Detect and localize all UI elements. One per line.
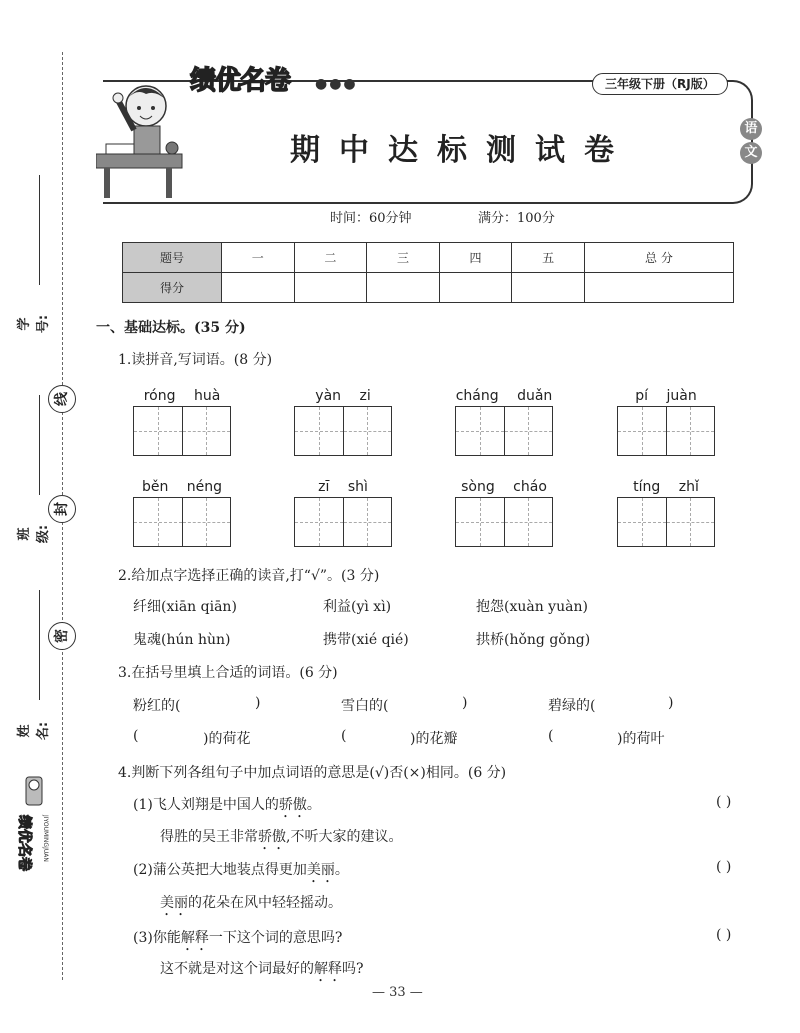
q4-sentence [133,927,342,954]
q4-sentence [160,826,402,853]
q3-blank-close[interactable]: ) [255,695,261,711]
class-label: 班级: [17,524,51,544]
section-heading: 一、基础达标。(35 分) [96,320,246,336]
q2-option[interactable]: 拱桥(hǒng gǒng) [476,632,591,648]
score-cell[interactable] [222,273,295,303]
q3-blank-open[interactable]: ( [548,728,554,744]
pinyin-item [133,477,231,547]
pinyin-text: róng huà [143,388,221,404]
dotted-word: 骄傲 [258,829,286,845]
q4-sentence [160,958,364,985]
sentence-text: 蒲公英把大地装点得更加 [152,862,307,878]
judge-parens[interactable]: ( ) [716,927,732,943]
q2-option[interactable]: 抱怨(xuàn yuàn) [476,599,588,615]
side-logo-icon [6,775,52,905]
pinyin-text: yàn zi [315,388,371,404]
q4-number: (1) [133,797,153,813]
page-number: — 33 — [372,985,423,1000]
dotted-word: 解释 [180,930,209,946]
sentence-text: 得胜的吴王非常 [160,829,258,845]
q3-prompt: 3.在括号里填上合适的词语。(6 分) [118,665,338,681]
class-underline [39,395,40,495]
column-header: 五 [512,243,585,273]
pinyin-item [617,477,715,547]
sentence-text: 吗? [342,961,364,977]
judge-parens[interactable]: ( ) [716,794,732,810]
q2-option[interactable]: 利益(yì xì) [323,599,392,615]
page-title: 期中达标测试卷 [290,133,633,168]
row-label-question-no: 题号 [123,243,222,273]
table-row [123,273,734,303]
column-header: 一 [222,243,295,273]
name-label: 姓名: [17,721,51,741]
pinyin-item [294,477,392,547]
table-row [123,243,734,273]
pinyin-text: běn néng [141,479,223,495]
q3-blank-lead: 粉红的( [133,698,181,714]
q3-blank-lead: 碧绿的( [548,698,596,714]
score-cell[interactable] [512,273,585,303]
score-cell[interactable] [294,273,367,303]
subject-char-1: 语 [740,118,762,140]
subject-char-2: 文 [740,142,762,164]
column-header: 四 [439,243,512,273]
pinyin-item [617,386,715,456]
pinyin-item [455,386,553,456]
subject-badge [740,118,762,166]
tianzige-box[interactable] [617,406,715,456]
tianzige-box[interactable] [294,497,392,547]
name-underline [39,590,40,700]
pinyin-text: sòng cháo [461,479,547,495]
q2-prompt: 2.给加点字选择正确的读音,打“√”。(3 分) [118,568,380,584]
score-cell[interactable] [439,273,512,303]
q3-blank-tail: )的荷叶 [617,731,665,747]
score-table [122,242,734,303]
sentence-text: ,不听大家的建议。 [286,829,403,845]
pinyin-item [294,386,392,456]
pinyin-text: tíng zhǐ [633,479,699,495]
student-mascot-icon [96,72,188,202]
dotted-word: 骄傲 [278,797,307,813]
dotted-word: 美丽 [160,895,188,911]
q1-prompt: 1.读拼音,写词语。(8 分) [118,352,273,368]
q2-option[interactable]: 鬼魂(hún hùn) [133,632,231,648]
q3-blank-open[interactable]: ( [133,728,139,744]
student-id-label: 学号: [17,314,51,334]
q4-prompt: 4.判断下列各组句子中加点词语的意思是(√)否(×)相同。(6 分) [118,765,507,781]
q2-option[interactable]: 纤细(xiān qiān) [133,599,237,615]
dotted-word: 解释 [314,961,342,977]
row-label-score: 得分 [123,273,222,303]
tianzige-box[interactable] [617,497,715,547]
pinyin-text: pí juàn [635,388,697,404]
q3-blank-lead: 雪白的( [341,698,389,714]
full-score: 满分：100分 [478,211,555,226]
tianzige-box[interactable] [455,406,553,456]
q4-sentence [133,794,321,821]
score-cell[interactable] [367,273,440,303]
q3-blank-close[interactable]: ) [462,695,468,711]
column-header: 二 [294,243,367,273]
seal-feng: 封 [48,495,76,523]
tianzige-box[interactable] [133,497,231,547]
sentence-text: 你能 [152,930,181,946]
q4-sentence [133,859,349,886]
pinyin-text: zī shì [318,479,368,495]
q3-blank-tail: )的花瓣 [410,731,458,747]
tianzige-box[interactable] [133,406,231,456]
q2-option[interactable]: 携带(xié qié) [323,632,409,648]
student-id-underline [39,175,40,285]
q4-sentence [160,892,342,919]
sentence-text: 这不就是对这个词最好的 [160,961,314,977]
seal-xian: 线 [48,385,76,413]
sentence-text: 一下这个词的意思吗? [208,930,343,946]
seal-mi: 密 [48,622,76,650]
pinyin-text: cháng duǎn [455,388,553,404]
brand-dots: ●●● [315,76,358,92]
q3-blank-open[interactable]: ( [341,728,347,744]
pinyin-item [455,477,553,547]
q4-number: (2) [133,862,153,878]
dotted-word: 美丽 [306,862,335,878]
sentence-text: 飞人刘翔是中国人的 [152,797,279,813]
column-header: 总 分 [584,243,733,273]
brand-logo: 绩优名卷 [190,66,291,96]
column-header: 三 [367,243,440,273]
q3-blank-close[interactable]: ) [668,695,674,711]
grade-tag: 三年级下册（RJ版） [592,73,728,95]
sentence-text: 的花朵在风中轻轻摇动。 [188,895,342,911]
side-logo-pinyin: JIYOUMINGJUAN [42,815,49,862]
score-cell[interactable] [584,273,733,303]
sentence-text: 。 [306,797,321,813]
q4-number: (3) [133,930,153,946]
sentence-text: 。 [334,862,349,878]
q3-blank-tail: )的荷花 [203,731,251,747]
pinyin-item [133,386,231,456]
judge-parens[interactable]: ( ) [716,859,732,875]
side-logo-text: 绩优名卷 [16,815,32,871]
exam-time: 时间：60分钟 [330,211,412,226]
tianzige-box[interactable] [455,497,553,547]
tianzige-box[interactable] [294,406,392,456]
